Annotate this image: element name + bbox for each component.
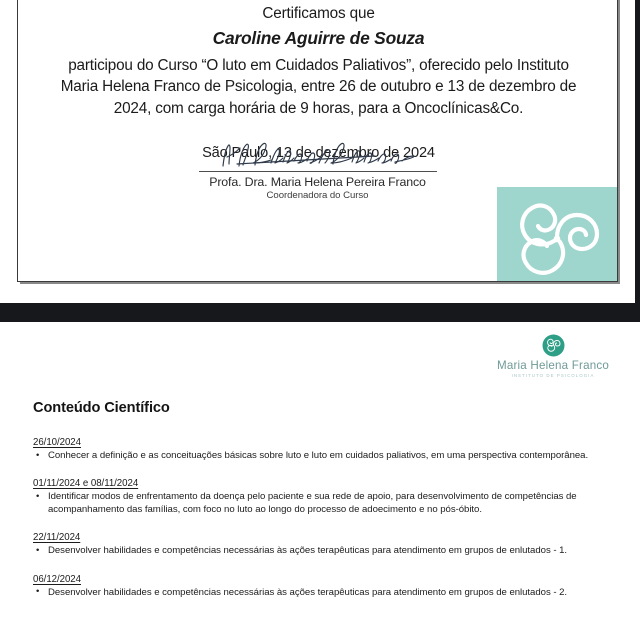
module-objective-list [33,450,611,462]
module-block [33,569,611,599]
signature-role: Coordenadora do Curso [266,190,369,201]
module-objective-item: • Desenvolver habilidades e competências necessárias às ações terapêuticas para atendimento em grupos de enlutados - 1. [33,545,611,557]
page-edge-strip [635,0,640,303]
module-date: 26/10/2024 [33,437,81,448]
handwritten-signature-icon [215,139,420,173]
module-block [33,473,611,516]
course-content-area [33,400,611,610]
page-separator-bar [0,303,640,322]
certificate-page [0,0,640,303]
brand-logo [492,334,614,379]
certificate-border-frame [17,0,618,282]
module-date: 22/11/2024 [33,532,81,544]
modules-container [33,432,611,599]
certificate-body-text: participou do Curso “O luto em Cuidados Paliativos”, oferecido pelo Instituto Maria Helena Franco de Psicologia, entre 26 de outubro e 13 de dezembro de 2024, com carga horária de 9 horas, para a Oncoclínicas&Co. [60,56,577,117]
module-date: 06/12/2024 [33,573,81,585]
module-objective-item: • Identificar modos de enfrentamento da doença pelo paciente e sua rede de apoio, para desenvolvimento de competências de acompanhamento das famílias, com foco no luto ao longo do processo de adoecimento e no pós-óbito. [33,491,611,516]
brand-tagline: INSTITUTO DE PSICOLOGIA [511,373,595,378]
certificate-intro-text: Certificamos que [262,5,375,22]
module-objective-list [33,491,611,516]
module-objective-list [33,587,611,599]
triskelion-circle-icon [542,334,565,357]
module-date: 01/11/2024 e 08/11/2024 [33,478,139,490]
certificate-recipient-name: Caroline Aguirre de Souza [212,27,425,48]
brand-name: Maria Helena Franco [496,359,610,372]
module-block [33,527,611,557]
signature-rule [199,171,437,172]
content-title: Conteúdo Científico [33,400,170,416]
module-block [33,432,611,462]
module-objective-item: • Conhecer a definição e as conceituações básicas sobre luto e luto em cuidados paliativos, em uma perspectiva contemporânea. [33,450,611,462]
signature-name: Profa. Dra. Maria Helena Pereira Franco [209,175,426,189]
module-objective-item: • Desenvolver habilidades e competências necessárias às ações terapêuticas para atendimento em grupos de enlutados - 2. [33,587,611,599]
module-objective-list [33,545,611,557]
signature-block [18,139,617,202]
certificate-place-and-date: São Paulo, 13 de dezembro de 2024 [202,145,435,161]
content-page [0,322,640,640]
